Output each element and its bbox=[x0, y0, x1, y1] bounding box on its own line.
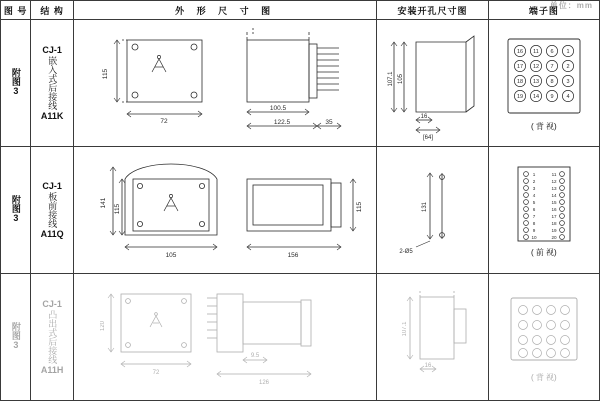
svg-text:2: 2 bbox=[532, 178, 536, 184]
svg-text:14: 14 bbox=[532, 93, 539, 100]
header-drawing-no: 图 号 bbox=[1, 1, 31, 20]
dim-35: 35 bbox=[325, 119, 333, 126]
outline-drawing-3 bbox=[77, 278, 373, 396]
mounting-drawing-2 bbox=[380, 151, 486, 269]
dim-115: 115 bbox=[102, 68, 110, 80]
svg-text:6: 6 bbox=[550, 48, 554, 55]
cell-terminal-drawing bbox=[488, 147, 599, 274]
cell-drawing-no bbox=[1, 147, 31, 274]
dim-126: 126 bbox=[259, 380, 270, 386]
svg-text:16: 16 bbox=[551, 206, 557, 212]
terminal-diagram-1 bbox=[504, 35, 584, 121]
svg-text:8: 8 bbox=[532, 220, 536, 226]
cell-mounting-drawing bbox=[377, 147, 488, 274]
svg-text:2: 2 bbox=[566, 63, 570, 70]
svg-text:19: 19 bbox=[551, 227, 557, 233]
dim-115-b: 115 bbox=[356, 201, 364, 213]
cell-outline-drawing bbox=[73, 20, 377, 147]
header-outline: 外 形 尺 寸 图 bbox=[73, 1, 377, 20]
dim-131: 131 bbox=[421, 201, 428, 213]
terminal-view-label: ( 前 视) bbox=[530, 247, 557, 257]
unit-note: 单位：mm bbox=[549, 1, 593, 10]
svg-text:4: 4 bbox=[532, 192, 536, 198]
dim-156: 156 bbox=[287, 252, 299, 259]
dim-2-phi5: 2-Ø5 bbox=[398, 249, 413, 255]
structure-type: 嵌入式后接线 bbox=[47, 56, 58, 110]
svg-text:13: 13 bbox=[551, 185, 557, 191]
svg-text:9: 9 bbox=[550, 93, 554, 100]
terminal-view-label: ( 背 视) bbox=[530, 121, 557, 131]
structure-code: A11H bbox=[40, 365, 64, 375]
cell-terminal-drawing bbox=[488, 20, 599, 147]
svg-text:7: 7 bbox=[532, 213, 536, 219]
mounting-drawing-3 bbox=[380, 279, 486, 395]
drawing-no-label: 附图3 bbox=[10, 322, 21, 350]
drawing-no-label: 附图3 bbox=[10, 68, 21, 96]
svg-text:12: 12 bbox=[551, 178, 557, 184]
cell-structure bbox=[31, 20, 73, 147]
svg-text:14: 14 bbox=[551, 192, 557, 198]
svg-text:1: 1 bbox=[566, 48, 570, 55]
structure-code: A11Q bbox=[40, 229, 64, 239]
structure-model: CJ-1 bbox=[42, 299, 62, 309]
dim-105: 105 bbox=[165, 252, 177, 259]
svg-text:10: 10 bbox=[531, 234, 537, 240]
svg-text:11: 11 bbox=[532, 48, 539, 55]
dim-107-1: 107.1 bbox=[401, 321, 408, 337]
dim-105: 105 bbox=[397, 73, 404, 85]
structure-code: A11K bbox=[40, 111, 64, 121]
dim-100-5: 100.5 bbox=[269, 105, 287, 112]
structure-type: 板前接线 bbox=[47, 192, 58, 228]
svg-text:17: 17 bbox=[551, 213, 557, 219]
dim-72: 72 bbox=[160, 118, 168, 125]
structure-model: CJ-1 bbox=[42, 45, 62, 55]
drawing-no-label: 附图3 bbox=[10, 195, 21, 223]
svg-text:6: 6 bbox=[532, 206, 536, 212]
cell-drawing-no bbox=[1, 274, 31, 401]
dim-72: 72 bbox=[152, 370, 160, 376]
header-mounting: 安装开孔尺寸图 bbox=[377, 1, 488, 20]
dim-141: 141 bbox=[100, 197, 108, 209]
svg-text:12: 12 bbox=[532, 63, 539, 70]
outline-drawing-1 bbox=[77, 22, 373, 144]
terminal-diagram-2 bbox=[506, 163, 582, 247]
svg-text:11: 11 bbox=[551, 171, 557, 177]
terminal-view-label: ( 背 视) bbox=[530, 372, 557, 382]
svg-text:5: 5 bbox=[532, 199, 536, 205]
svg-text:7: 7 bbox=[550, 63, 554, 70]
svg-text:13: 13 bbox=[532, 78, 539, 85]
dim-16: 16 bbox=[420, 114, 427, 120]
cell-mounting-drawing bbox=[377, 20, 488, 147]
svg-text:4: 4 bbox=[566, 93, 570, 100]
svg-text:17: 17 bbox=[516, 63, 523, 70]
mounting-drawing-1 bbox=[380, 24, 486, 142]
svg-text:19: 19 bbox=[516, 93, 523, 100]
svg-text:20: 20 bbox=[551, 234, 557, 240]
cell-drawing-no bbox=[1, 20, 31, 147]
structure-type: 凸出式后接线 bbox=[47, 310, 58, 364]
cell-terminal-drawing bbox=[488, 274, 599, 401]
cell-outline-drawing bbox=[73, 147, 377, 274]
svg-text:3: 3 bbox=[566, 78, 570, 85]
svg-text:8: 8 bbox=[550, 78, 554, 85]
header-terminal bbox=[488, 1, 599, 20]
svg-text:16: 16 bbox=[516, 48, 523, 55]
svg-text:18: 18 bbox=[516, 78, 523, 85]
header-terminal-label: 端子图 bbox=[528, 5, 559, 16]
dim-120: 120 bbox=[100, 320, 107, 332]
dim-115-a: 115 bbox=[114, 203, 122, 215]
dim-64: [64] bbox=[422, 135, 433, 141]
svg-text:18: 18 bbox=[551, 220, 557, 226]
cell-structure bbox=[31, 147, 73, 274]
table-row bbox=[1, 147, 600, 274]
svg-text:9: 9 bbox=[532, 227, 536, 233]
dim-122-5: 122.5 bbox=[273, 119, 291, 126]
table-row bbox=[1, 274, 600, 401]
cell-outline-drawing bbox=[73, 274, 377, 401]
structure-model: CJ-1 bbox=[42, 181, 62, 191]
dim-9-5: 9.5 bbox=[250, 353, 260, 359]
dim-107-1: 107.1 bbox=[387, 71, 394, 87]
terminal-diagram-3 bbox=[503, 292, 585, 372]
svg-text:3: 3 bbox=[532, 185, 536, 191]
outline-drawing-2 bbox=[77, 149, 373, 271]
table-row bbox=[1, 20, 600, 147]
dim-16: 16 bbox=[424, 363, 431, 369]
header-structure: 结 构 bbox=[31, 1, 73, 20]
table-header-row bbox=[1, 1, 600, 20]
svg-text:15: 15 bbox=[551, 199, 557, 205]
svg-text:1: 1 bbox=[532, 171, 536, 177]
cell-mounting-drawing bbox=[377, 274, 488, 401]
cell-structure bbox=[31, 274, 73, 401]
